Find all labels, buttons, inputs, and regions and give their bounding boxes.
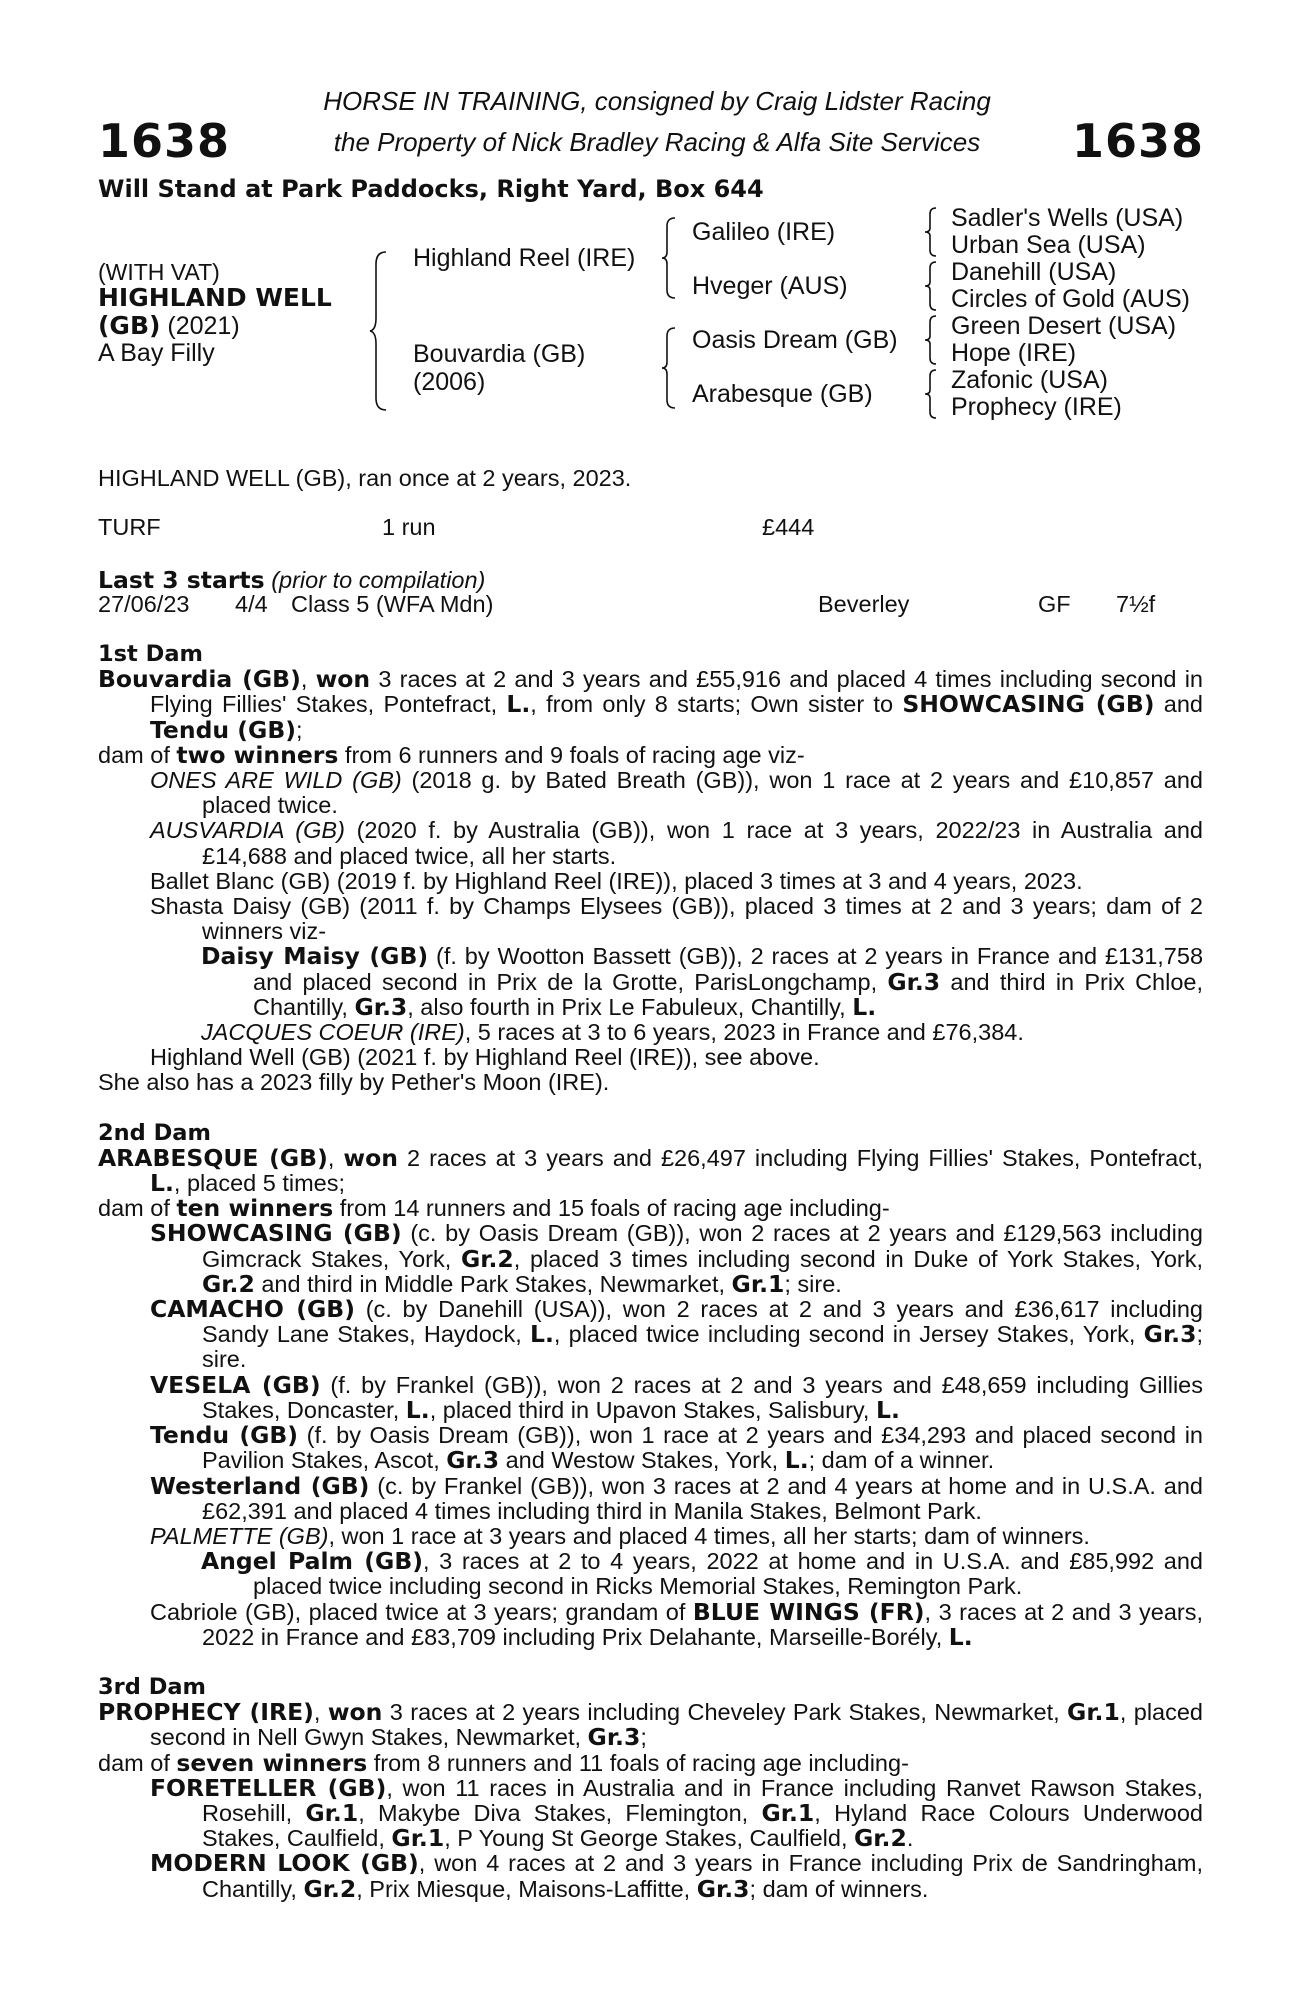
pedigree-sire-dam: Hveger (AUS) [692, 272, 848, 300]
brace-sire [660, 216, 678, 300]
runner-modern-look: MODERN LOOK (GB), won 4 races at 2 and 3 years in France including Prix de Sandringham, Chantilly, Gr.2, Prix Miesque, Maisons-Laffitte, Gr.3; dam of winners. [150, 1849, 1203, 1903]
runner-tendu: Tendu (GB) (f. by Oasis Dream (GB)), won 1 race at 2 years and £34,293 and placed second in Pavilion Stakes, Ascot, Gr.3 and Westow Stakes, York, L.; dam of a winner. [150, 1421, 1203, 1475]
pedigree-sire: Highland Reel (IRE) [413, 244, 636, 272]
foal-ausvardia: AUSVARDIA (GB) (2020 f. by Australia (GB)), won 1 race at 3 years, 2022/23 in Australia and £14,688 and placed twice, all her starts. [150, 817, 1204, 869]
last-starts-heading: Last 3 starts (prior to compilation) [98, 566, 486, 594]
brace-sd [923, 260, 939, 312]
pedigree-sds: Danehill (USA) [951, 258, 1117, 286]
brace-ds [923, 314, 939, 366]
pedigree-sss: Sadler's Wells (USA) [951, 204, 1184, 232]
pedigree-dsd: Hope (IRE) [951, 339, 1077, 367]
second-dam-intro: ARABESQUE (GB), won 2 races at 3 years and £26,497 including Flying Fillies' Stakes, Pontefract, L., placed 5 times; [98, 1143, 1204, 1198]
runner-foreteller: FORETELLER (GB), won 11 races in Australia and in France including Ranvet Rawson Stakes, Rosehill, Gr.1, Makybe Diva Stakes, Flemington, Gr.1, Hyland Race Colours Underwood Stakes, Caulfield, Gr.1, P Young St George Stakes, Caulfield, Gr.2. [150, 1773, 1204, 1853]
pedigree-sire-sire: Galileo (IRE) [692, 218, 836, 246]
second-dam-heading: 2nd Dam [98, 1119, 211, 1146]
start-position: 4/4 [235, 591, 268, 617]
runner-palmette: PALMETTE (GB), won 1 race at 3 years and placed 4 times, all her starts; dam of winners. [150, 1522, 1090, 1549]
consignor-line: HORSE IN TRAINING, consigned by Craig Lidster Racing [323, 86, 991, 116]
runner-westerland: Westerland (GB) (c. by Frankel (GB)), won 3 races at 2 and 4 years at home and in U.S.A. and £62,391 and placed 4 times including third in Manila Stakes, Belmont Park. [150, 1471, 1203, 1524]
horse-name: HIGHLAND WELL [98, 283, 332, 312]
second-dam-produce: dam of ten winners from 14 runners and 15 foals of racing age including- [98, 1194, 890, 1223]
vat-note: (WITH VAT) [98, 259, 220, 285]
horse-description: A Bay Filly [98, 339, 215, 367]
start-distance: 7½f [1116, 591, 1156, 617]
brace-dd [923, 368, 939, 420]
third-dam-intro: PROPHECY (IRE), won 3 races at 2 years including Cheveley Park Stakes, Newmarket, Gr.1, placed second in Nell Gwyn Stakes, Newmarket, Gr.3; [98, 1698, 1203, 1752]
runner-camacho: CAMACHO (GB) (c. by Danehill (USA)), won 2 races at 2 and 3 years and £36,617 including Sandy Lane Stakes, Haydock, L., placed twice including second in Jersey Stakes, York, Gr.3; sire. [150, 1295, 1203, 1373]
horse-suffix-year: (GB) (2021) [98, 311, 240, 340]
foal-shasta-daisy: Shasta Daisy (GB) (2011 f. by Champs Elysees (GB)), placed 3 times at 2 and 3 years; dam of 2 winners viz- [150, 893, 1203, 945]
start-date: 27/06/23 [98, 591, 190, 617]
third-dam-produce: dam of seven winners from 8 runners and 11 foals of racing age including- [98, 1748, 909, 1777]
pedigree-sdd: Circles of Gold (AUS) [951, 285, 1190, 313]
pedigree-dam-dam: Arabesque (GB) [692, 380, 873, 408]
pedigree-dam-sire: Oasis Dream (GB) [692, 326, 898, 354]
pedigree-dss: Green Desert (USA) [951, 312, 1177, 340]
runner-vesela: VESELA (GB) (f. by Frankel (GB)), won 2 races at 2 and 3 years and £48,659 including Gillies Stakes, Doncaster, L., placed third in Upavon Stakes, Salisbury, L. [150, 1370, 1203, 1424]
start-going: GF [1038, 591, 1071, 617]
race-summary: HIGHLAND WELL (GB), ran once at 2 years, 2023. [98, 465, 632, 491]
start-course: Beverley [818, 591, 910, 617]
foal-ones-are-wild: ONES ARE WILD (GB) (2018 g. by Bated Breath (GB)), won 1 race at 2 years and £10,857 and placed twice. [150, 767, 1203, 819]
record-runs: 1 run [382, 514, 436, 540]
brace-dam [660, 326, 678, 410]
dam-sections [98, 642, 1203, 1902]
grandfoal-daisy-maisy: Daisy Maisy (GB) (f. by Wootton Bassett (GB)), 2 races at 2 years in France and £131,758 and placed second in Prix de la Grotte, ParisLongchamp, Gr.3 and third in Prix Chloe, Chantilly, Gr.3, also fourth in Prix Le Fabuleux, Chantilly, L. [201, 942, 1204, 1021]
runner-cabriole: Cabriole (GB), placed twice at 3 years; grandam of BLUE WINGS (FR), 3 races at 2 and 3 years, 2022 in France and £83,709 including Prix Delahante, Marseille-Borély, L. [150, 1597, 1203, 1651]
pedigree-ssd: Urban Sea (USA) [951, 231, 1146, 259]
record-earnings: £444 [762, 514, 815, 540]
first-dam-intro: Bouvardia (GB), won 3 races at 2 and 3 years and £55,916 and placed 4 times including second in Flying Fillies' Stakes, Pontefract, L., from only 8 starts; Own sister to SHOWCASING (GB) and Tendu (GB); [98, 665, 1203, 744]
pedigree-dam-year: (2006) [413, 368, 486, 396]
start-class: Class 5 (WFA Mdn) [291, 591, 494, 617]
property-line: the Property of Nick Bradley Racing & Alfa Site Services [333, 127, 981, 157]
pedigree-ddd: Prophecy (IRE) [951, 393, 1122, 421]
first-dam-produce: dam of two winners from 6 runners and 9 foals of racing age viz- [98, 740, 805, 769]
brace-main [368, 250, 390, 412]
grandfoal-jacques-coeur: JACQUES COEUR (IRE), 5 races at 3 to 6 years, 2023 in France and £76,384. [201, 1019, 1024, 1046]
record-surface: TURF [98, 514, 161, 540]
first-dam-heading: 1st Dam [98, 641, 203, 667]
lot-number-right: 1638 [1071, 114, 1204, 168]
pedigree-dds: Zafonic (USA) [951, 366, 1108, 394]
pedigree-dam: Bouvardia (GB) [413, 340, 586, 368]
brace-ss [923, 206, 939, 258]
stand-location: Will Stand at Park Paddocks, Right Yard, Box 644 [98, 175, 764, 203]
runner-showcasing: SHOWCASING (GB) (c. by Oasis Dream (GB)), won 2 races at 2 years and £129,563 including Gimcrack Stakes, York, Gr.2, placed 3 times including second in Duke of York Stakes, York, Gr.2 and third in Middle Park Stakes, Newmarket, Gr.1; sire. [150, 1219, 1203, 1298]
first-dam-also: She also has a 2023 filly by Pether's Moon (IRE). [98, 1069, 610, 1096]
grandfoal-angel-palm: Angel Palm (GB), 3 races at 2 to 4 years, 2022 at home and in U.S.A. and £85,992 and placed twice including second in Ricks Memorial Stakes, Remington Park. [201, 1547, 1203, 1600]
foal-ballet-blanc: Ballet Blanc (GB) (2019 f. by Highland Reel (IRE)), placed 3 times at 3 and 4 years, 2023. [150, 867, 1083, 894]
lot-number-left: 1638 [98, 114, 231, 168]
foal-highland-well: Highland Well (GB) (2021 f. by Highland Reel (IRE)), see above. [150, 1044, 820, 1071]
third-dam-heading: 3rd Dam [98, 1673, 206, 1700]
